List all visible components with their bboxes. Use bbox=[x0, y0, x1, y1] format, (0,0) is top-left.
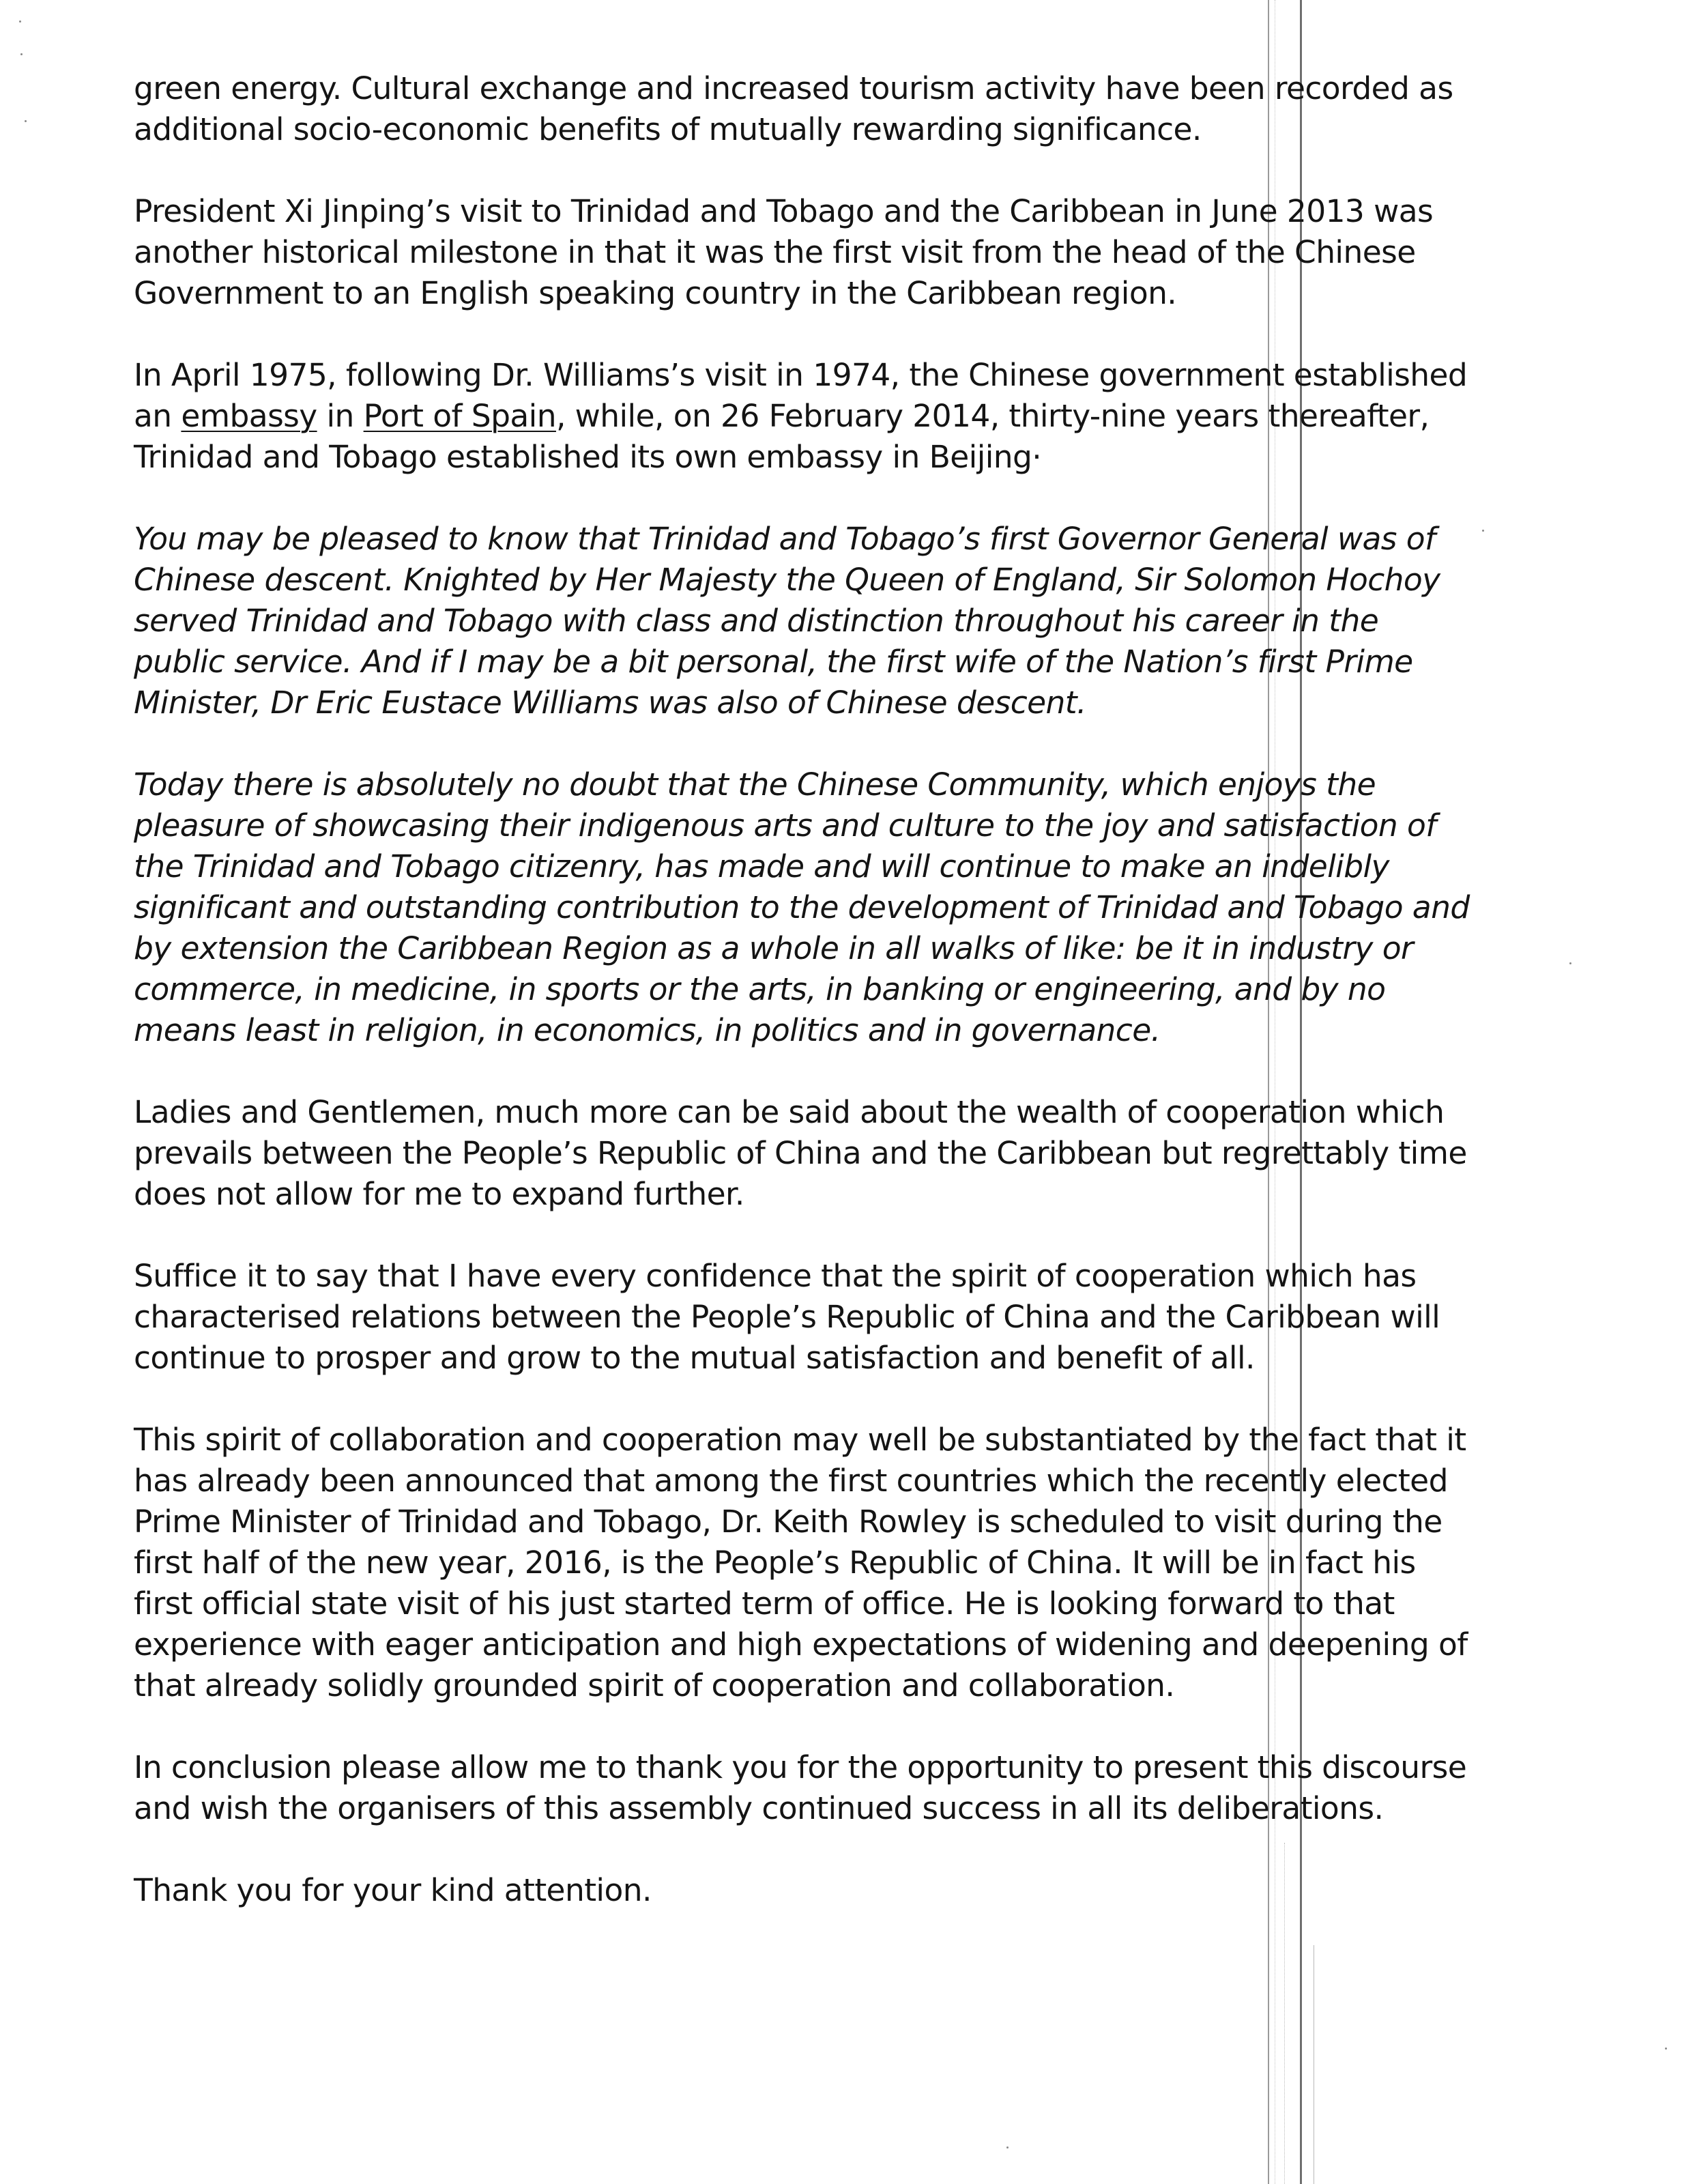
text-line: Suffice it to say that I have every confidence that the spirit of cooperation which has bbox=[134, 1258, 1417, 1294]
text-line: Today there is absolutely no doubt that the Chinese Community, which enjoys the bbox=[134, 766, 1376, 803]
text-line: continue to prosper and grow to the mutual satisfaction and benefit of all. bbox=[134, 1340, 1255, 1376]
text-line: This spirit of collaboration and cooperation may well be substantiated by the fact that it bbox=[134, 1422, 1466, 1458]
paragraph-suffice bbox=[134, 1256, 1458, 1379]
text-segment: an bbox=[134, 398, 182, 434]
embassy-link[interactable]: embassy bbox=[181, 398, 317, 434]
scan-speck bbox=[25, 120, 27, 122]
text-line bbox=[134, 396, 1458, 437]
text-line: Minister, Dr Eric Eustace Williams was also of Chinese descent. bbox=[134, 685, 1086, 721]
text-line: commerce, in medicine, in sports or the arts, in banking or engineering, and by no bbox=[134, 971, 1386, 1007]
text-line: President Xi Jinping’s visit to Trinidad and Tobago and the Caribbean in June 2013 was bbox=[134, 193, 1434, 229]
text-line: In conclusion please allow me to thank you for the opportunity to present this discourse bbox=[134, 1749, 1467, 1785]
text-line: the Trinidad and Tobago citizenry, has made and will continue to make an indelibly bbox=[134, 848, 1389, 885]
text-line: by extension the Caribbean Region as a whole in all walks of like: be it in industry or bbox=[134, 930, 1414, 966]
text-segment: in bbox=[317, 398, 364, 434]
paragraph-embassy bbox=[134, 355, 1468, 478]
text-line: Prime Minister of Trinidad and Tobago, Dr. Keith Rowley is scheduled to visit during the bbox=[134, 1504, 1442, 1540]
text-line: In April 1975, following Dr. Williams’s visit in 1974, the Chinese government established bbox=[134, 357, 1468, 393]
text-line: characterised relations between the People’s Republic of China and the Caribbean will bbox=[134, 1299, 1440, 1335]
paragraph-xi-jinping-visit bbox=[134, 191, 1458, 314]
text-line: public service. And if I may be a bit personal, the first wife of the Nation’s first Prime bbox=[134, 644, 1413, 680]
scan-speck bbox=[19, 20, 21, 23]
paragraph-collaboration bbox=[134, 1420, 1468, 1706]
text-line: that already solidly grounded spirit of cooperation and collaboration. bbox=[134, 1667, 1175, 1704]
text-line: experience with eager anticipation and high expectations of widening and deepening of bbox=[134, 1626, 1468, 1663]
paragraph-ladies-gentlemen bbox=[134, 1092, 1467, 1215]
text-line: first half of the new year, 2016, is the People’s Republic of China. It will be in fact his bbox=[134, 1544, 1416, 1581]
text-segment: , while, on 26 February 2014, thirty-nine years thereafter, bbox=[555, 398, 1430, 434]
paragraph-conclusion bbox=[134, 1747, 1467, 1829]
text-line: prevails between the People’s Republic of China and the Caribbean but regrettably time bbox=[134, 1135, 1467, 1171]
text-line: Trinidad and Tobago established its own embassy in Beijing· bbox=[134, 439, 1042, 475]
text-line: significant and outstanding contribution to the development of Trinidad and Tobago and bbox=[134, 889, 1470, 925]
text-line: pleasure of showcasing their indigenous arts and culture to the joy and satisfaction of bbox=[134, 807, 1436, 844]
text-line: another historical milestone in that it was the first visit from the head of the Chinese bbox=[134, 234, 1416, 270]
text-line: additional socio-economic benefits of mutually rewarding significance. bbox=[134, 111, 1202, 147]
text-line: Government to an English speaking country in the Caribbean region. bbox=[134, 275, 1177, 311]
text-line: Thank you for your kind attention. bbox=[134, 1872, 652, 1908]
text-line: Ladies and Gentlemen, much more can be said about the wealth of cooperation which bbox=[134, 1094, 1445, 1130]
letter-body bbox=[134, 68, 1470, 1952]
text-line: does not allow for me to expand further. bbox=[134, 1176, 744, 1212]
text-line: Chinese descent. Knighted by Her Majesty the Queen of England, Sir Solomon Hochoy bbox=[134, 562, 1440, 598]
text-line: You may be pleased to know that Trinidad and Tobago’s first Governor General was of bbox=[134, 521, 1436, 557]
scan-speck bbox=[1482, 530, 1484, 532]
text-line: and wish the organisers of this assembly continued success in all its deliberations. bbox=[134, 1790, 1384, 1826]
text-line: served Trinidad and Tobago with class and distinction throughout his career in the bbox=[134, 603, 1379, 639]
paragraph-green-energy bbox=[134, 68, 1458, 150]
paragraph-governor-general bbox=[134, 519, 1458, 723]
scan-speck bbox=[1006, 2146, 1009, 2149]
scan-speck bbox=[1569, 962, 1571, 964]
text-line: means least in religion, in economics, in politics and in governance. bbox=[134, 1012, 1161, 1048]
port-of-spain-link[interactable]: Port of Spain bbox=[363, 398, 556, 434]
scan-speck bbox=[1665, 2048, 1667, 2050]
text-line: green energy. Cultural exchange and increased tourism activity have been recorded as bbox=[134, 70, 1453, 106]
paragraph-chinese-community bbox=[134, 764, 1470, 1051]
text-line: has already been announced that among the first countries which the recently elected bbox=[134, 1463, 1448, 1499]
text-line: first official state visit of his just started term of office. He is looking forward to that bbox=[134, 1585, 1395, 1622]
paragraph-thank-you bbox=[134, 1870, 1458, 1911]
scan-speck bbox=[20, 53, 23, 55]
